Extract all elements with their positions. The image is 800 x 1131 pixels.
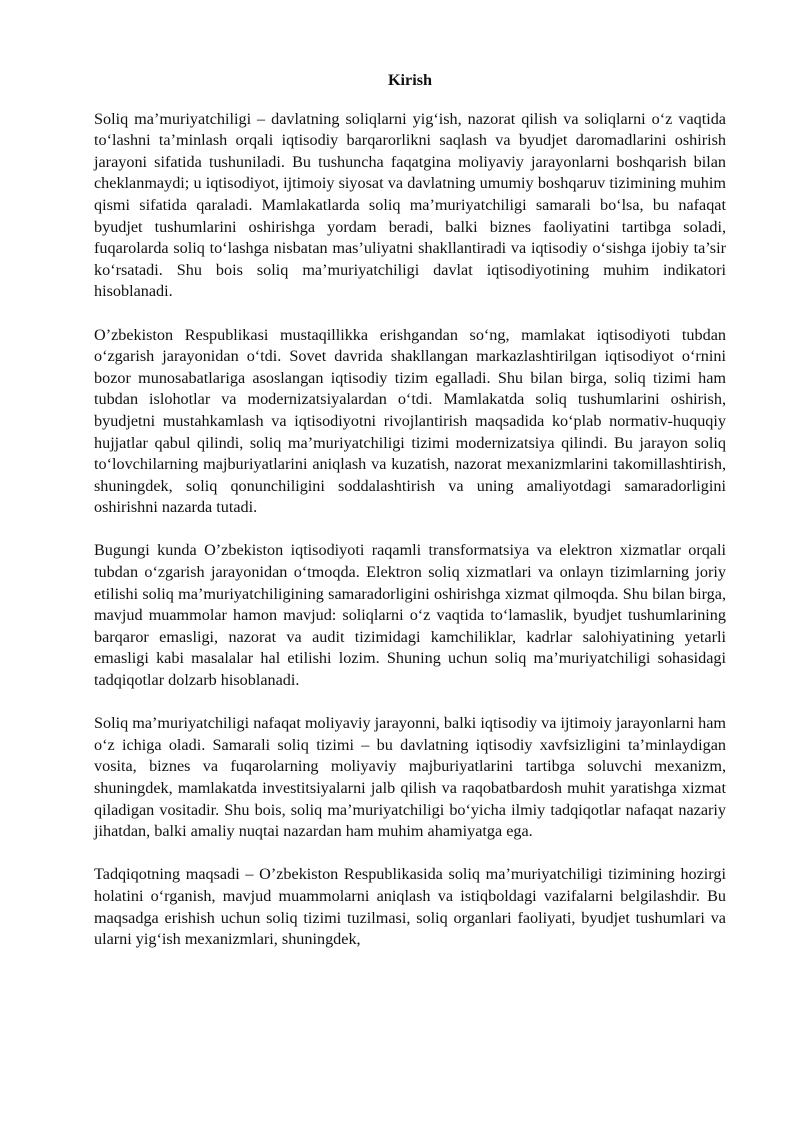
- page-title: Kirish: [387, 71, 433, 89]
- paragraph-3: Bugungi kunda O’zbekiston iqtisodiyoti raqamli transformatsiya va elektron xizmatlar orqali tubdan o‘zgarish jarayonidan o‘tmoqda. Elektron soliq xizmatlari va onlayn tizimlarning joriy etilishi soliq ma’muriyatchiligining samaradorligini oshirishga xizmat qilmoqda. Shu bilan birga, mavjud muammolar hamon mavjud: soliqlarni o‘z vaqtida to‘lamaslik, byudjet tushumlarining barqaror emasligi, nazorat va audit tizimidagi kamchiliklar, kadrlar salohiyatining yetarli emasligi kabi masalalar hal etilishi lozim. Shuning uchun soliq ma’muriyatchiligi sohasidagi tadqiqotlar dolzarb hisoblanadi.: [94, 541, 726, 690]
- paragraph-2: O’zbekiston Respublikasi mustaqillikka erishgandan so‘ng, mamlakat iqtisodiyoti tubdan o‘zgarish jarayonidan o‘tdi. Sovet davrida shakllangan markazlashtirilgan iqtisodiyot o‘rnini bozor munosabatlariga asoslangan iqtisodiy tizim egalladi. Shu bilan birga, soliq tizimi ham tubdan islohotlar va modernizatsiyalardan o‘tdi. Mamlakatda soliq tushumlarini oshirish, byudjetni mustahkamlash va iqtisodiyotni rivojlantirish maqsadida ko‘plab normativ-huquqiy hujjatlar qabul qilindi, soliq ma’muriyatchiligi tizimi modernizatsiya qilindi. Bu jarayon soliq to‘lovchilarning majburiyatlarini aniqlash va kuzatish, nazorat mexanizmlarini takomillashtirish, shuningdek, soliq qonunchiligini soddalashtirish va uning amaliyotdagi samaradorligini oshirishni nazarda tutadi.: [94, 325, 726, 517]
- paragraph-4: Soliq ma’muriyatchiligi nafaqat moliyaviy jarayonni, balki iqtisodiy va ijtimoiy jarayonlarni ham o‘z ichiga oladi. Samarali soliq tizimi – bu davlatning iqtisodiy xavfsizligini ta’minlaydigan vosita, biznes va fuqarolarning moliyaviy majburiyatlarini tartibga soluvchi mexanizm, shuningdek, mamlakatda investitsiyalarni jalb qilish va raqobatbardosh muhit yaratishga xizmat qiladigan vositadir. Shu bois, soliq ma’muriyatchiligi bo‘yicha ilmiy tadqiqotlar nafaqat nazariy jihatdan, balki amaliy nuqtai nazardan ham muhim ahamiyatga ega.: [94, 714, 726, 841]
- paragraph-5: Tadqiqotning maqsadi – O’zbekiston Respublikasida soliq ma’muriyatchiligi tizimining hozirgi holatini o‘rganish, mavjud muammolarni aniqlash va istiqboldagi vazifalarni belgilashdir. Bu maqsadga erishish uchun soliq tizimi tuzilmasi, soliq organlari faoliyati, byudjet tushumlari va ularni yig‘ish mexanizmlari, shuningdek,: [94, 865, 726, 949]
- paragraph-1: Soliq ma’muriyatchiligi – davlatning soliqlarni yig‘ish, nazorat qilish va soliqlarni o‘z vaqtida to‘lashni ta’minlash orqali iqtisodiy barqarorlikni saqlash va byudjet daromadlarini oshirish jarayoni sifatida tushuniladi. Bu tushuncha faqatgina moliyaviy jarayonlarni boshqarish bilan cheklanmaydi; u iqtisodiyot, ijtimoiy siyosat va davlatning umumiy boshqaruv tizimining muhim qismi sifatida qaraladi. Mamlakatlarda soliq ma’muriyatchiligi samarali bo‘lsa, bu nafaqat byudjet tushumlarini oshirishga yordam beradi, balki biznes faoliyatini tartibga soladi, fuqarolarda soliq to‘lashga nisbatan mas’uliyatni shakllantiradi va iqtisodiy o‘sishga ijobiy ta’sir ko‘rsatadi. Shu bois soliq ma’muriyatchiligi davlat iqtisodiyotining muhim indikatori hisoblanadi.: [94, 109, 726, 301]
- document-page: [94, 70, 726, 951]
